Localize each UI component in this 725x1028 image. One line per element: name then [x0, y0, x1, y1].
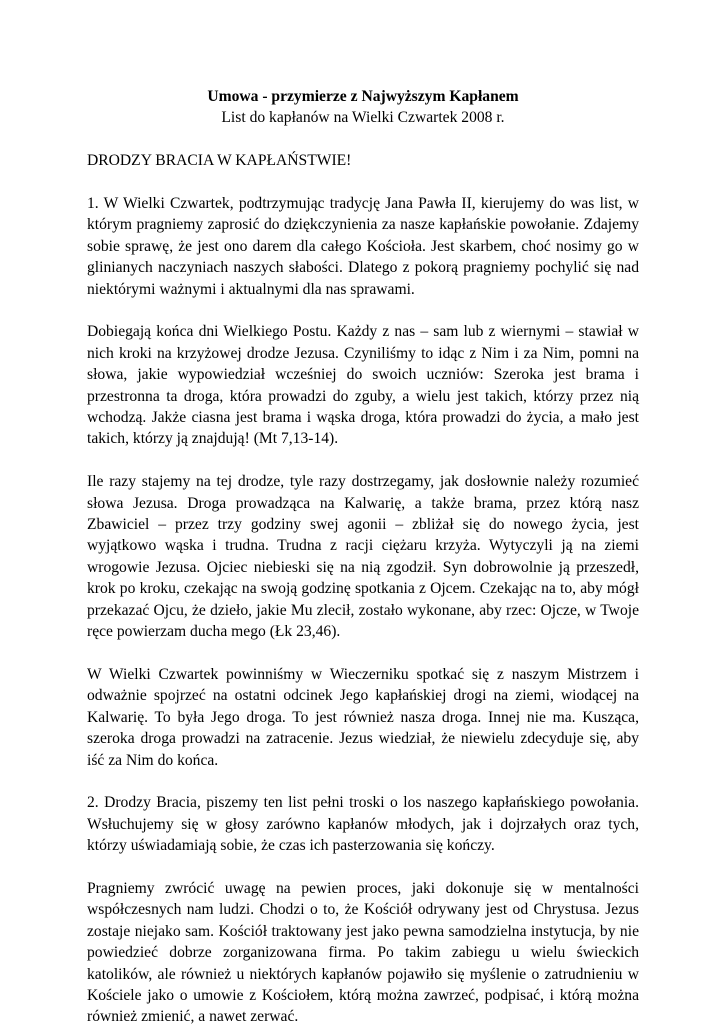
document-page — [87, 86, 639, 1028]
paragraph-3: Ile razy stajemy na tej drodze, tyle razy dostrzegamy, jak dosłownie należy rozumieć słowa Jezusa. Droga prowadząca na Kalwarię, a także brama, przez którą nasz Zbawiciel – przez trzy godziny swej agonii – zbliżał się do nowego życia, jest wyjątkowo wąska i trudna. Trudna z racji ciężaru krzyża. Wytyczyli ją na ziemi wrogowie Jezusa. Ojciec niebieski się na nią zgodził. Syn dobrowolnie ją przeszedł, krok po kroku, czekając na swoją godzinę spotkania z Ojcem. Czekając na to, aby mógł przekazać Ojcu, że dzieło, jakie Mu zlecił, zostało wykonane, aby rzec: Ojcze, w Twoje ręce powierzam ducha mego (Łk 23,46). — [87, 473, 639, 641]
paragraph-1: 1. W Wielki Czwartek, podtrzymując tradycję Jana Pawła II, kierujemy do was list, w którym pragniemy zaprosić do dziękczynienia za nasze kapłańskie powołanie. Zdajemy sobie sprawę, że jest ono darem dla całego Kościoła. Jest skarbem, choć nosimy go w glinianych naczyniach naszych słabości. Dlatego z pokorą pragniemy pochylić się nad niektórymi ważnymi i aktualnymi dla nas sprawami. — [87, 195, 639, 298]
paragraph-4: W Wielki Czwartek powinniśmy w Wieczerniku spotkać się z naszym Mistrzem i odważnie spojrzeć na ostatni odcinek Jego kapłańskiej drogi na ziemi, wiodącej na Kalwarię. To była Jego droga. To jest również nasza droga. Innej nie ma. Kusząca, szeroka droga prowadzi na zatracenie. Jezus wiedział, że niewielu zdecyduje się, aby iść za Nim do końca. — [87, 665, 639, 769]
document-title: Umowa - przymierze z Najwyższym Kapłanem — [207, 88, 519, 105]
paragraph-6: Pragniemy zwrócić uwagę na pewien proces, jaki dokonuje się w mentalności współczesnych nam ludzi. Chodzi o to, że Kościół odrywany jest od Chrystusa. Jezus zostaje niejako sam. Kościół traktowany jest jako pewna samodzielna instytucja, by nie powiedzieć dobrze zorganizowana firma. Po takim zabiegu u wielu świeckich katolików, ale również u niektórych kapłanów pojawiło się myślenie o zatrudnieniu w Kościele jako o umowie z Kościołem, którą można zawrzeć, podpisać, i którą można również zmienić, a nawet zerwać. — [87, 879, 639, 1026]
paragraph-2: Dobiegają końca dni Wielkiego Postu. Każdy z nas – sam lub z wiernymi – stawiał w nich kroki na krzyżowej drodze Jezusa. Czyniliśmy to idąc z Nim i za Nim, pomni na słowa, jakie wypowiedział wcześniej do swoich uczniów: Szeroka jest brama i przestronna ta droga, która prowadzi do zguby, a wielu jest takich, którzy przez nią wchodzą. Jakże ciasna jest brama i wąska droga, która prowadzi do życia, a mało jest takich, którzy ją znajdują! (Mt 7,13-14). — [87, 323, 639, 448]
paragraph-5: 2. Drodzy Bracia, piszemy ten list pełni troski o los naszego kapłańskiego powołania. Wsłuchujemy się w głosy zarówno kapłanów młodych, jak i dojrzałych oraz tych, którzy uświadamiają sobie, że czas ich pasterzowania się kończy. — [87, 794, 639, 855]
greeting: DRODZY BRACIA W KAPŁAŃSTWIE! — [87, 152, 352, 170]
document-subtitle: List do kapłanów na Wielki Czwartek 2008 r. — [221, 109, 505, 127]
